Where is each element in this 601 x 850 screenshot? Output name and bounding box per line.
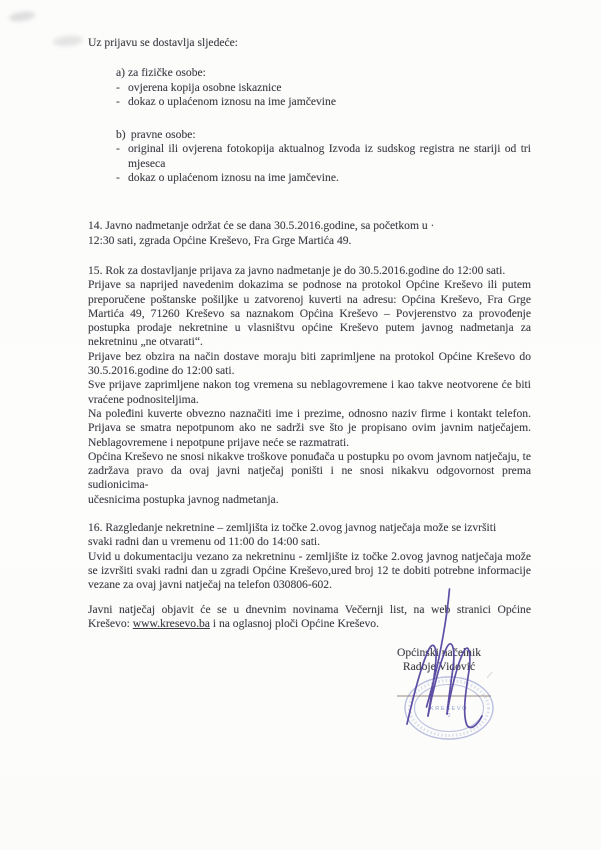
- text-line: mjeseca: [128, 156, 166, 170]
- text-line: postupka prodaje nekretnine u vlasništvu općine Kreševo putem javnog nadmetanja za: [88, 321, 531, 335]
- text-line: učesnicima postupka javnog nadmetanja.: [88, 492, 279, 506]
- scan-smudge: [9, 10, 36, 23]
- text-line: - original ili ovjerena fotokopija aktualnog Izvoda iz sudskog registra ne stariji od tri: [116, 142, 531, 156]
- publication-paragraph: [88, 603, 531, 632]
- scan-smudge: [53, 35, 84, 48]
- list-marker: -: [116, 94, 120, 108]
- text-line: Općina Kreševo ne snosi nikakve troškove ponuđača u postupku po ovom javnom natječaju, te: [88, 449, 531, 463]
- text-line: Sve prijave zaprimljene nakon tog vremena su neblagovremene i kao takve neotvorene će biti: [88, 378, 531, 392]
- signatory-title: Općinski načelnik: [396, 646, 482, 659]
- text-line: Prijave bez obzira na način dostave moraju biti zaprimljene na protokol Općine Kreševo do: [88, 349, 531, 363]
- text-line: Javni natječaj objavit će se u dnevnim novinama Večernji list, na web stranici Općine: [88, 602, 531, 616]
- stamp-label: KREŠEVO: [429, 706, 469, 712]
- paragraph-14: [88, 219, 531, 248]
- text-line: svaki radni dan u vremenu od 11:00 do 14:00 sati.: [88, 535, 321, 549]
- text-line: 12:30 sati, zgrada Općine Kreševo, Fra Grge Martića 49.: [88, 233, 352, 247]
- text-line: Uvid u dokumentaciju vezano za nekretninu - zemljište iz točke 2.ovog javnog natječaja može: [88, 549, 531, 563]
- list-pravne-osobe: [88, 128, 531, 185]
- text-line: Na poleđini kuverte obvezno naznačiti ime i prezime, odnosno naziv firme i kontakt telefon.: [88, 406, 531, 420]
- document-body: [88, 36, 531, 631]
- list-fizicke-osobe: [88, 66, 531, 109]
- text-line: Neblagovremene i nepotpune prijave neće se razmatrati.: [88, 435, 350, 449]
- text-line: Uz prijavu se dostavlja sljedeće:: [88, 36, 239, 49]
- text-line: Prijava se smatra nepotpunom ako ne sadrži sve što je propisano ovim javnim natječajem.: [88, 421, 531, 435]
- signatory-name: Radoje Vidović: [402, 660, 476, 674]
- text-line: 14. Javno nadmetanje održat će se dana 30.5.2016.godine, sa početkom u ·: [88, 219, 435, 233]
- official-stamp: [405, 677, 493, 739]
- stamp-outer-ring: [405, 677, 493, 739]
- text-line: Kreševo: www.kresevo.ba i na oglasnoj ploči Općine Kreševo.: [88, 616, 379, 630]
- text-line: - dokaz o uplaćenom iznosu na ime jamčevine.: [116, 171, 339, 185]
- text-line: nekretninu „ne otvarati“.: [88, 335, 203, 349]
- list-marker: a): [116, 66, 126, 80]
- text-line: preporučene poštanske pošiljke u zatvorenoj kuverti na adresu: Općina Kreševo, Fra Grge: [88, 292, 531, 306]
- text-line: - dokaz o uplaćenom iznosu na ime jamčevine: [116, 94, 336, 108]
- text-line: se izvršiti svaki radni dan u zgradi Općine Kreševo,ured broj 12 te dobiti potrebne informacije: [88, 563, 531, 577]
- stamp-inner-ring: [415, 685, 484, 732]
- stamp-circular-text: [410, 681, 489, 736]
- paragraph-16: [88, 521, 531, 592]
- text-line: Prijave sa naprijed navedenim dokazima se podnose na protokol Općine Kreševo ili putem: [88, 278, 531, 292]
- text-line: 15. Rok za dostavljanje prijava za javno nadmetanje je do 30.5.2016.godine do 12:00 sati.: [88, 263, 506, 277]
- list-marker: -: [116, 171, 120, 185]
- stamp-number: 2: [447, 713, 451, 719]
- text-line: 30.5.2016.godine do 12:00 sati.: [88, 364, 235, 378]
- text-line: a) za fizičke osobe:: [116, 66, 206, 80]
- text-line: 16. Razgledanje nekretnine – zemljišta iz točke 2.ovog javnog natječaja može se izvršiti: [88, 521, 497, 535]
- text-line: - ovjerena kopija osobne iskaznice: [116, 80, 282, 94]
- website-link: www.kresevo.ba: [132, 616, 210, 630]
- signature-block: [374, 646, 504, 675]
- text-line: zadržava pravo da ovaj javni natječaj poništi i ne snosi nikakvu odgovornost prema sudionicima-: [88, 464, 531, 492]
- text-line: Martića 49, 71260 Kreševo sa naznakom Općina Kreševo – Povjerenstvo za provođenje: [88, 306, 531, 320]
- list-marker: -: [116, 142, 120, 156]
- text-line: vezane za ovaj javni natječaj na telefon 030806-602.: [88, 578, 333, 592]
- list-marker: -: [116, 80, 120, 94]
- text-line: b) pravne osobe:: [116, 128, 196, 142]
- text-line: vraćene podnositeljima.: [88, 392, 199, 406]
- list-marker: b): [116, 128, 126, 142]
- paragraph-15: [88, 264, 531, 507]
- intro-paragraph: [88, 36, 531, 50]
